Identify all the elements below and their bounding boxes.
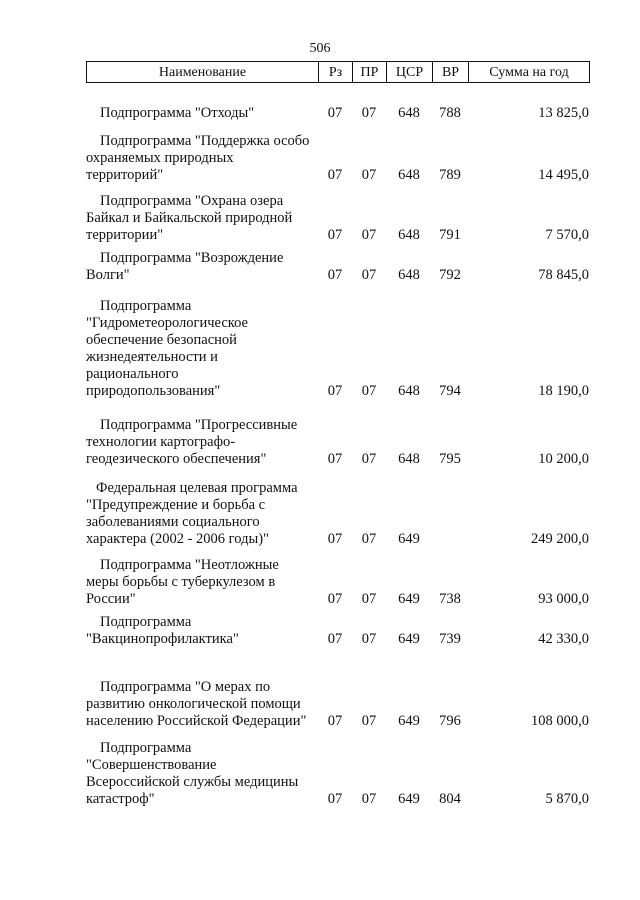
header-csr: ЦСР [387, 62, 433, 83]
row-name-line: меры борьбы с туберкулезом в [86, 574, 276, 590]
row-name [86, 740, 326, 808]
row-sum: 93 000,0 [538, 591, 589, 607]
row-vr: 794 [439, 383, 461, 399]
row-name-line: Волги" [86, 267, 130, 283]
row-name-line: природопользования" [86, 383, 221, 399]
row-rz: 07 [327, 105, 343, 121]
row-name-line: Подпрограмма [100, 740, 192, 756]
row-rz: 07 [327, 791, 343, 807]
row-rz: 07 [327, 167, 343, 183]
row-name-line: "Вакцинопрофилактика" [86, 631, 239, 647]
row-name-line: "Совершенствование [86, 757, 217, 773]
row-rz: 07 [327, 267, 343, 283]
row-rz: 07 [327, 591, 343, 607]
row-vr: 739 [439, 631, 461, 647]
row-name-line: населению Российской Федерации" [86, 713, 307, 729]
row-csr: 649 [398, 631, 420, 647]
row-name [86, 480, 326, 548]
row-name-line: характера (2002 - 2006 годы)" [86, 531, 269, 547]
table-row [0, 614, 640, 648]
row-name-line: геодезического обеспечения" [86, 451, 267, 467]
row-name [86, 133, 326, 184]
row-csr: 649 [398, 791, 420, 807]
row-name [86, 614, 326, 648]
row-csr: 648 [398, 451, 420, 467]
table-row [0, 250, 640, 284]
row-name-line: Подпрограмма "Неотложные [100, 557, 279, 573]
row-name-line: Подпрограмма [100, 298, 192, 314]
row-name-line: Подпрограмма "Прогрессивные [100, 417, 298, 433]
row-pr: 07 [361, 531, 377, 547]
row-name-line: Всероссийской службы медицины [86, 774, 299, 790]
row-sum: 14 495,0 [538, 167, 589, 183]
row-name-line: рационального [86, 366, 179, 382]
row-rz: 07 [327, 383, 343, 399]
row-name-line: территорий" [86, 167, 164, 183]
row-name-line: технологии картографо- [86, 434, 236, 450]
row-csr: 649 [398, 531, 420, 547]
row-name-line: заболеваниями социального [86, 514, 260, 530]
row-vr: 796 [439, 713, 461, 729]
row-name-line: территории" [86, 227, 164, 243]
row-vr: 804 [439, 791, 461, 807]
row-name-line: Подпрограмма "Охрана озера [100, 193, 284, 209]
header-vr: ВР [433, 62, 469, 83]
row-name-line: России" [86, 591, 136, 607]
table-row [0, 105, 640, 122]
table-row [0, 417, 640, 468]
row-name-line: Подпрограмма "Отходы" [100, 105, 255, 121]
row-name [86, 250, 326, 284]
header-pr: ПР [353, 62, 387, 83]
row-sum: 78 845,0 [538, 267, 589, 283]
row-csr: 649 [398, 591, 420, 607]
row-vr: 795 [439, 451, 461, 467]
row-name-line: Подпрограмма "О мерах по [100, 679, 271, 695]
row-pr: 07 [361, 105, 377, 121]
table-header [86, 61, 590, 83]
row-sum: 108 000,0 [531, 713, 589, 729]
row-name-line: катастроф" [86, 791, 155, 807]
row-pr: 07 [361, 451, 377, 467]
row-csr: 648 [398, 227, 420, 243]
row-sum: 10 200,0 [538, 451, 589, 467]
table-row [0, 679, 640, 730]
row-name-line: Подпрограмма "Поддержка особо [100, 133, 310, 149]
row-pr: 07 [361, 167, 377, 183]
row-name-line: развитию онкологической помощи [86, 696, 301, 712]
row-sum: 18 190,0 [538, 383, 589, 399]
page-number: 506 [309, 41, 331, 56]
row-name [86, 193, 326, 244]
header-sum: Сумма на год [469, 62, 590, 83]
row-csr: 648 [398, 267, 420, 283]
row-csr: 648 [398, 383, 420, 399]
row-csr: 649 [398, 713, 420, 729]
table-row [0, 298, 640, 400]
row-name-line: Подпрограмма "Возрождение [100, 250, 284, 266]
header-name: Наименование [87, 62, 319, 83]
row-csr: 648 [398, 167, 420, 183]
row-pr: 07 [361, 591, 377, 607]
row-csr: 648 [398, 105, 420, 121]
row-rz: 07 [327, 631, 343, 647]
table-row [0, 557, 640, 608]
row-name [86, 298, 326, 400]
row-pr: 07 [361, 383, 377, 399]
row-name-line: жизнедеятельности и [86, 349, 218, 365]
row-name-line: Подпрограмма [100, 614, 192, 630]
header-rz: Рз [319, 62, 353, 83]
row-name-line: обеспечение безопасной [86, 332, 237, 348]
row-name-line: "Гидрометеорологическое [86, 315, 248, 331]
row-vr: 791 [439, 227, 461, 243]
row-name [86, 417, 326, 468]
table-row [0, 740, 640, 808]
row-name-line: "Предупреждение и борьба с [86, 497, 266, 513]
row-pr: 07 [361, 267, 377, 283]
row-sum: 249 200,0 [531, 531, 589, 547]
row-sum: 13 825,0 [538, 105, 589, 121]
table-row [0, 133, 640, 184]
row-vr: 792 [439, 267, 461, 283]
row-name [86, 679, 326, 730]
row-vr: 738 [439, 591, 461, 607]
table-row [0, 193, 640, 244]
row-pr: 07 [361, 631, 377, 647]
row-sum: 5 870,0 [545, 791, 589, 807]
row-name-line: Федеральная целевая программа [96, 480, 298, 496]
row-name [86, 105, 326, 122]
row-rz: 07 [327, 227, 343, 243]
row-pr: 07 [361, 713, 377, 729]
row-rz: 07 [327, 531, 343, 547]
row-rz: 07 [327, 713, 343, 729]
row-name-line: Байкал и Байкальской природной [86, 210, 293, 226]
row-vr: 789 [439, 167, 461, 183]
row-sum: 42 330,0 [538, 631, 589, 647]
row-pr: 07 [361, 791, 377, 807]
row-vr: 788 [439, 105, 461, 121]
row-pr: 07 [361, 227, 377, 243]
row-sum: 7 570,0 [545, 227, 589, 243]
row-name-line: охраняемых природных [86, 150, 234, 166]
row-name [86, 557, 326, 608]
row-rz: 07 [327, 451, 343, 467]
table-row [0, 480, 640, 548]
